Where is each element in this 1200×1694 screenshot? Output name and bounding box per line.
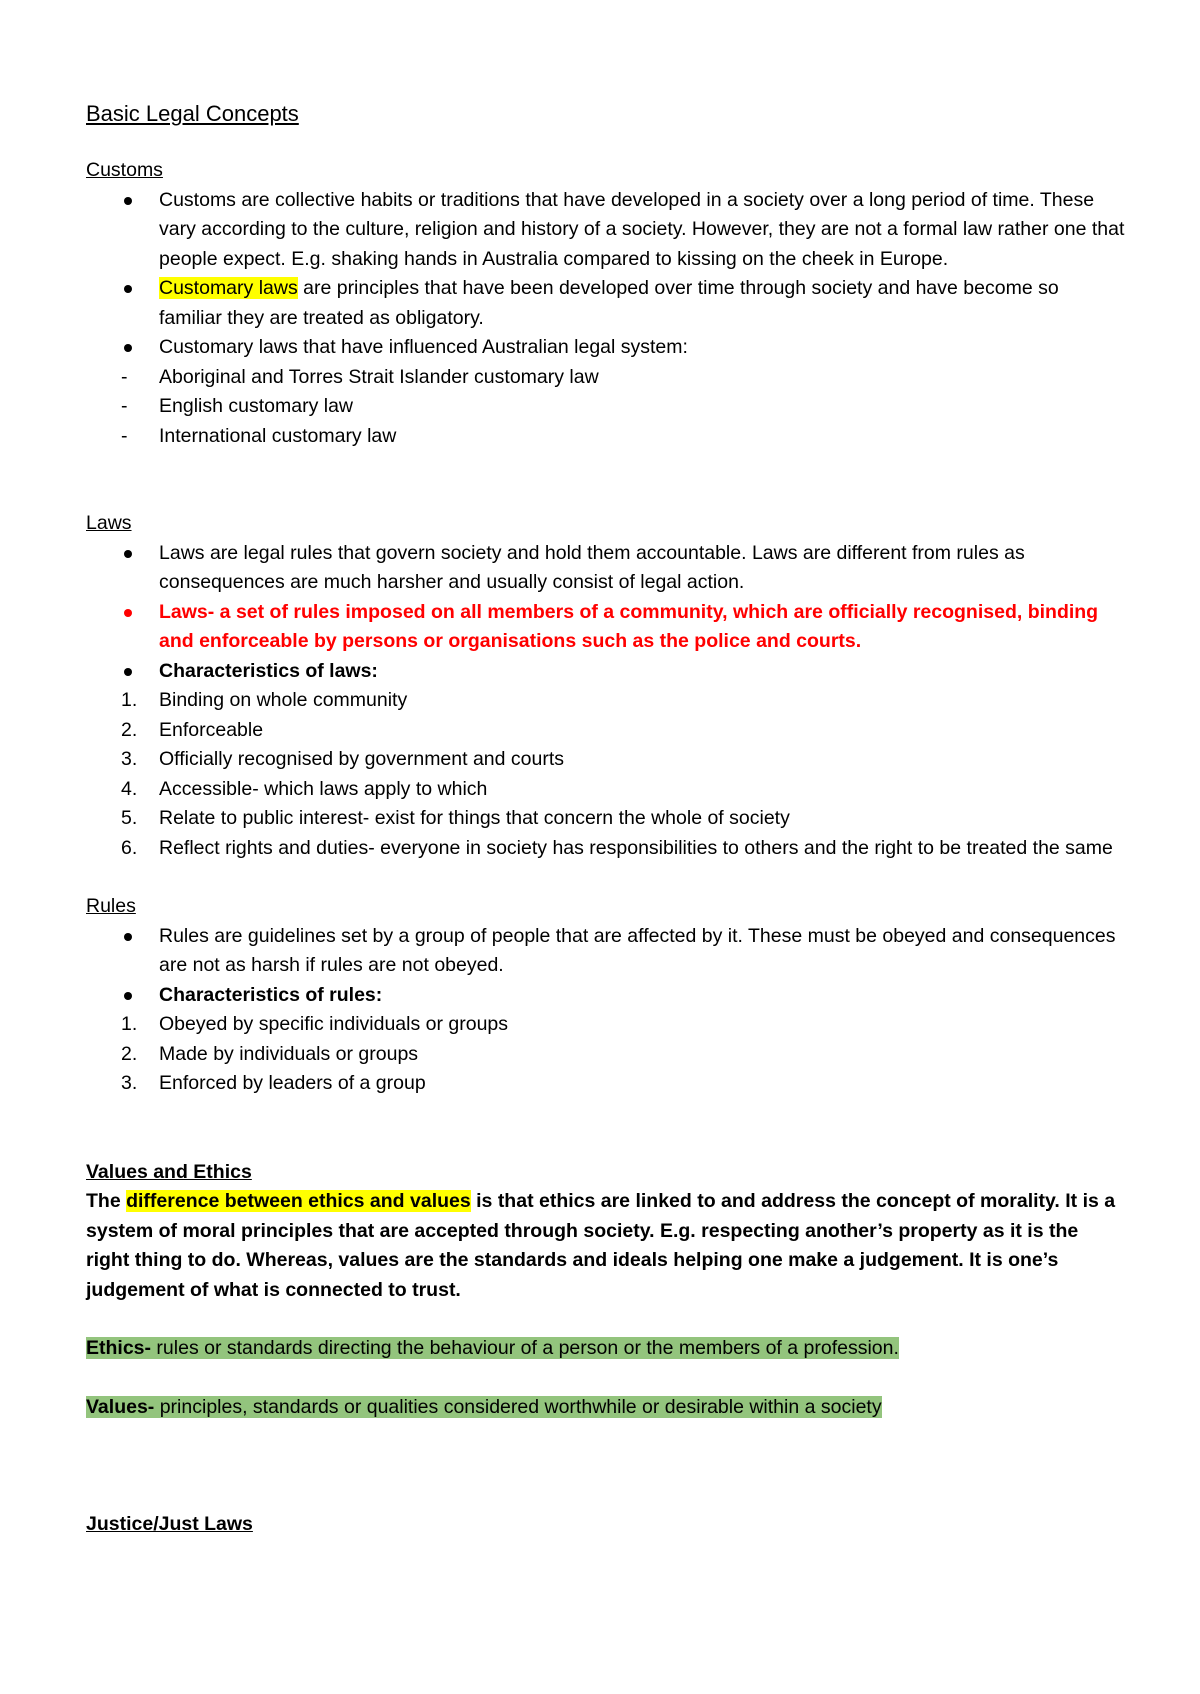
- number-marker: 1.: [121, 1013, 138, 1035]
- ethics-def-text: rules or standards directing the behaviour of a person or the members of a profession.: [151, 1337, 899, 1359]
- laws-heading: Laws: [86, 512, 132, 534]
- list-item: [13, 775, 1126, 805]
- number-marker: 5.: [121, 807, 138, 829]
- bullet-icon: [124, 344, 132, 352]
- laws-bullet-1: Laws are legal rules that govern society and hold them accountable. Laws are different from rules as consequences are much harsher and usually consist of legal action.: [159, 541, 1025, 593]
- characteristic-text: Relate to public interest- exist for things that concern the whole of society: [159, 807, 790, 829]
- number-marker: 4.: [121, 777, 138, 800]
- number-marker: 6.: [121, 836, 138, 859]
- values-term: Values-: [86, 1395, 155, 1418]
- list-item: [13, 1069, 1126, 1099]
- laws-characteristics-list: [86, 686, 1126, 863]
- dash-marker: -: [121, 365, 128, 388]
- document-content: [86, 97, 1126, 1540]
- number-marker: 2.: [121, 718, 138, 741]
- justice-heading: Justice/Just Laws: [86, 1513, 253, 1535]
- list-item: [13, 686, 1126, 716]
- characteristic-text: Enforced by leaders of a group: [159, 1072, 426, 1094]
- list-item: [13, 1040, 1126, 1070]
- list-item: [13, 745, 1126, 775]
- bullet-icon: [124, 933, 132, 941]
- rules-bullet-1: Rules are guidelines set by a group of people that are affected by it. These must be obeyed and consequences are not as harsh if rules are not obeyed.: [159, 924, 1116, 976]
- characteristic-text: Obeyed by specific individuals or groups: [159, 1013, 509, 1035]
- document-title: Basic Legal Concepts: [86, 101, 299, 126]
- values-ethics-heading: Values and Ethics: [86, 1160, 252, 1183]
- list-item: [86, 981, 1126, 1011]
- number-marker: 2.: [121, 1042, 138, 1065]
- laws-characteristics-label: Characteristics of laws:: [159, 659, 378, 682]
- paragraph-start: The: [86, 1190, 127, 1212]
- characteristic-text: Reflect rights and duties- everyone in society has responsibilities to others and the right to be treated the same: [159, 836, 1113, 859]
- list-item: [86, 539, 1126, 598]
- list-item: [13, 363, 1126, 393]
- values-ethics-paragraph: [86, 1187, 1126, 1305]
- sub-item-text: International customary law: [159, 424, 397, 447]
- list-item: [13, 422, 1126, 452]
- rules-characteristics-label: Characteristics of rules:: [159, 983, 383, 1006]
- bullet-icon: [124, 285, 132, 293]
- ethics-definition: [86, 1334, 1126, 1364]
- list-item: [86, 186, 1126, 275]
- list-item: [13, 1010, 1126, 1040]
- number-marker: 1.: [121, 689, 138, 711]
- customs-bullet-2: are principles that have been developed over time through society and have become so familiar they are treated as obligatory.: [159, 277, 1059, 329]
- number-marker: 3.: [121, 1072, 138, 1094]
- customary-law-sublist: [86, 363, 1126, 452]
- list-item: [86, 922, 1126, 981]
- sub-item-text: English customary law: [159, 395, 353, 417]
- rules-list: [86, 922, 1126, 1011]
- paragraph-rest: is that ethics are linked to and address the concept of morality. It is a system of moral principles that are accepted through society. E.g. respecting another’s property as it is the right thing to do. Whereas, values are the standards and ideals helping one make a judgement. It is one’s judgement of what is connected to trust.: [86, 1190, 1116, 1301]
- bullet-icon: [124, 550, 132, 558]
- characteristic-text: Accessible- which laws apply to which: [159, 777, 488, 800]
- list-item: [86, 657, 1126, 687]
- customs-heading: Customs: [86, 159, 163, 181]
- ethics-term: Ethics-: [86, 1337, 152, 1359]
- bullet-icon: [124, 197, 132, 205]
- characteristic-text: Made by individuals or groups: [159, 1042, 419, 1065]
- customs-list: [86, 186, 1126, 363]
- characteristic-text: Binding on whole community: [159, 689, 408, 711]
- dash-marker: -: [121, 424, 128, 447]
- customs-bullet-1: Customs are collective habits or traditions that have developed in a society over a long period of time. These vary according to the culture, religion and history of a society. However, they are not a formal law rather one that people expect. E.g. shaking hands in Australia compared to kissing on the cheek in Europe.: [159, 188, 1125, 270]
- values-def-text: principles, standards or qualities considered worthwhile or desirable within a society: [154, 1395, 882, 1418]
- characteristic-text: Enforceable: [159, 718, 264, 741]
- list-item: [86, 598, 1126, 657]
- bullet-icon: [124, 609, 132, 617]
- list-item: [86, 333, 1126, 363]
- list-item: [13, 716, 1126, 746]
- rules-characteristics-list: [86, 1010, 1126, 1099]
- number-marker: 3.: [121, 748, 138, 770]
- laws-list: [86, 539, 1126, 687]
- list-item: [13, 392, 1126, 422]
- laws-definition: Laws- a set of rules imposed on all members of a community, which are officially recognised, binding and enforceable by persons or organisations such as the police and courts.: [159, 600, 1099, 652]
- bullet-icon: [124, 668, 132, 676]
- customs-bullet-3: Customary laws that have influenced Australian legal system:: [159, 336, 688, 358]
- list-item: [13, 804, 1126, 834]
- sub-item-text: Aboriginal and Torres Strait Islander customary law: [159, 365, 599, 388]
- dash-marker: -: [121, 395, 128, 417]
- bullet-icon: [124, 992, 132, 1000]
- values-definition: [86, 1393, 1126, 1423]
- list-item: [13, 834, 1126, 864]
- rules-heading: Rules: [86, 895, 136, 917]
- characteristic-text: Officially recognised by government and courts: [159, 748, 565, 770]
- customary-laws-highlight: Customary laws: [159, 277, 298, 299]
- list-item: [86, 274, 1126, 333]
- difference-highlight: difference between ethics and values: [126, 1190, 471, 1212]
